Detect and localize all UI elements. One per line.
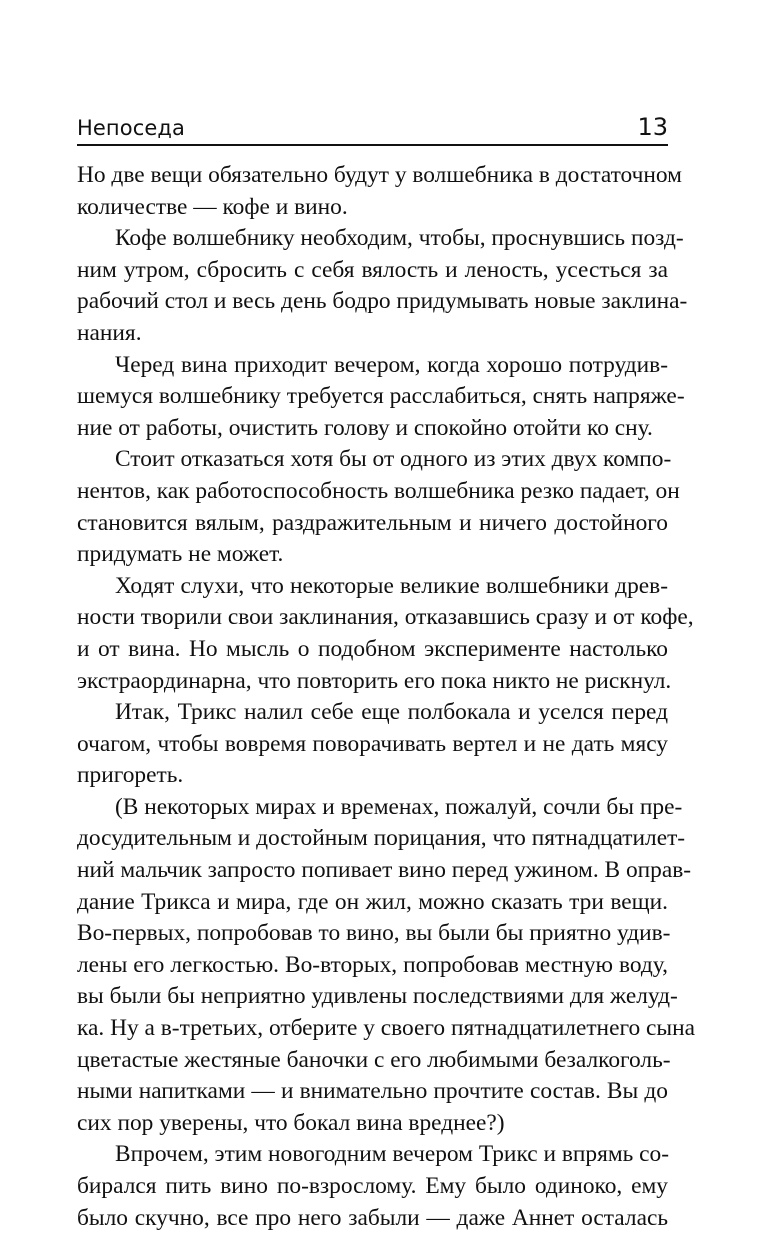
text-line: цветастые жестяные баночки с его любимыми безалкоголь- xyxy=(77,1046,671,1073)
text-line: Кофе волшебнику необходим, чтобы, проснувшись позд- xyxy=(115,225,684,252)
body-text xyxy=(77,160,696,1234)
paragraph xyxy=(77,792,696,1140)
paragraph xyxy=(77,697,668,792)
text-line: было скучно, все про него забыли — даже Аннет осталась xyxy=(77,1204,668,1231)
text-line: нентов, как работоспособность волшебника резко падает, он xyxy=(77,477,680,504)
text-line: вы были бы неприятно удивлены последствиями для желуд- xyxy=(77,983,678,1010)
text-line: нания. xyxy=(77,319,142,346)
text-line: экстраординарна, что повторить его пока никто не рискнул. xyxy=(77,667,672,694)
text-line: ние от работы, очистить голову и спокойно отойти ко сну. xyxy=(77,414,653,441)
text-line: бирался пить вино по-взрослому. Ему было одиноко, ему xyxy=(77,1173,668,1199)
paragraph xyxy=(77,160,682,223)
text-line: шемуся волшебнику требуется расслабиться, снять напряже- xyxy=(77,383,685,410)
text-line: рабочий стол и весь день бодро придумывать новые заклина- xyxy=(77,288,688,315)
text-line: ности творили свои заклинания, отказавшись сразу и от кофе, xyxy=(77,604,694,631)
text-line: пригореть. xyxy=(77,762,184,789)
text-line: ним утром, сбросить с себя вялость и леность, усесться за xyxy=(77,256,668,283)
paragraph xyxy=(77,350,685,445)
text-line: Черед вина приходит вечером, когда хорошо потрудив- xyxy=(115,351,668,378)
text-line: ными напитками — и внимательно прочтите состав. Вы до xyxy=(77,1078,668,1105)
text-line: досудительным и достойным порицания, что пятнадцатилет- xyxy=(77,825,686,852)
text-line: Во-первых, попробовав то вино, вы были бы приятно удив- xyxy=(77,920,671,947)
text-line: Итак, Трикс налил себе еще полбокала и уселся перед xyxy=(115,699,668,726)
text-line: сих пор уверены, что бокал вина вреднее?) xyxy=(77,1109,505,1136)
text-line: Но две вещи обязательно будут у волшебника в достаточном xyxy=(77,162,682,188)
page-number: 13 xyxy=(637,113,668,141)
text-line: и от вина. Но мысль о подобном эксперименте настолько xyxy=(77,635,668,662)
text-line: Стоит отказаться хотя бы от одного из этих двух компо- xyxy=(115,446,672,473)
text-line: Ходят слухи, что некоторые великие волшебники древ- xyxy=(115,572,668,599)
text-line: (В некоторых мирах и временах, пожалуй, сочли бы пре- xyxy=(115,793,683,820)
paragraph xyxy=(77,1139,668,1234)
text-line: количестве — кофе и вино. xyxy=(77,193,348,220)
text-line: придумать не может. xyxy=(77,541,284,568)
text-line: ка. Ну а в-третьих, отберите у своего пятнадцатилетнего сына xyxy=(77,1015,696,1042)
paragraph xyxy=(77,223,688,349)
text-line: становится вялым, раздражительным и ничего достойного xyxy=(77,509,668,536)
text-line: очагом, чтобы вовремя поворачивать вертел и не дать мясу xyxy=(77,730,668,757)
running-head xyxy=(77,112,668,146)
text-line: дание Трикса и мира, где он жил, можно сказать три вещи. xyxy=(77,888,668,915)
running-title: Непоседа xyxy=(77,116,185,140)
text-line: лены его легкостью. Во-вторых, попробовав местную воду, xyxy=(77,951,668,978)
paragraph xyxy=(77,444,680,570)
text-line: Впрочем, этим новогодним вечером Трикс и впрямь со- xyxy=(115,1141,670,1168)
text-line: ний мальчик запросто попивает вино перед ужином. В оправ- xyxy=(77,857,692,884)
paragraph xyxy=(77,571,694,697)
